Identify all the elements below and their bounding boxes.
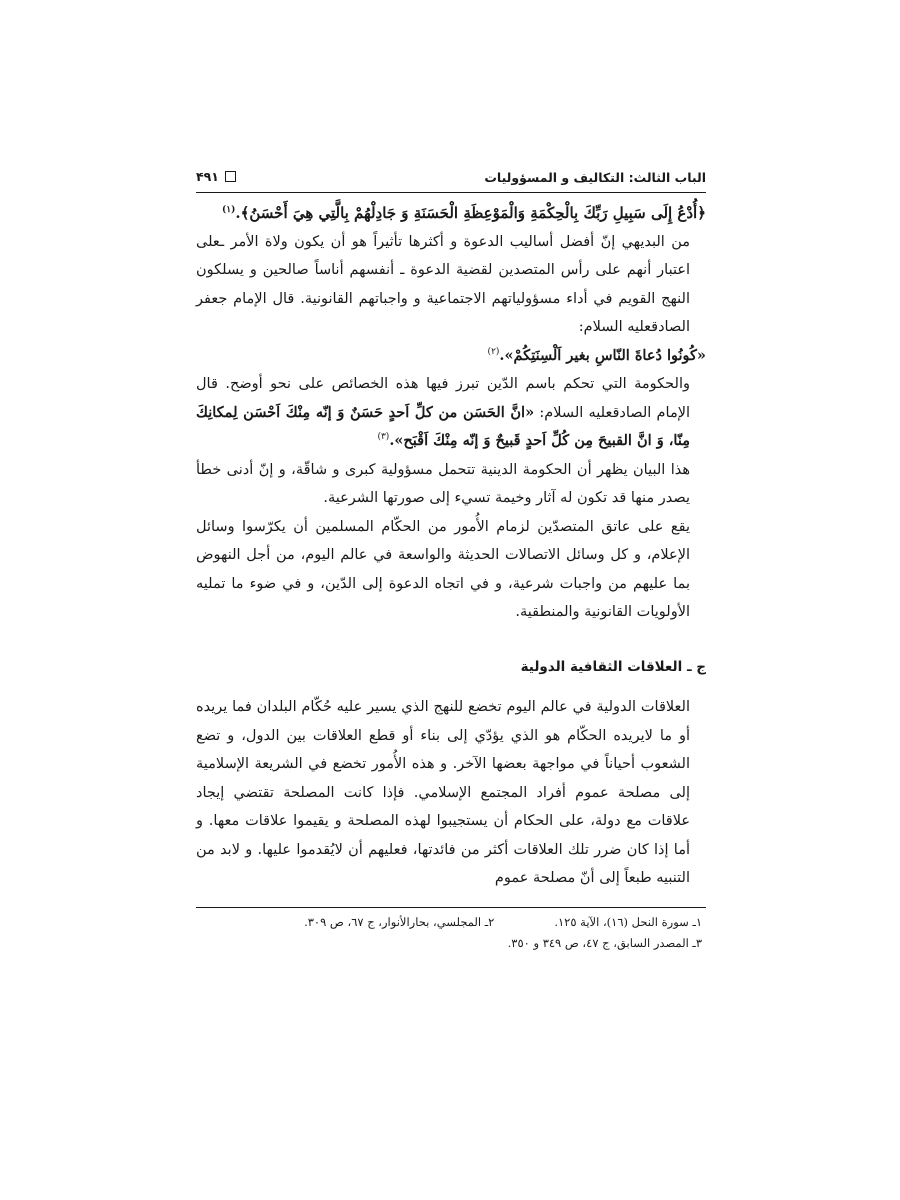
footnote-ref-1: (١) (222, 205, 236, 215)
header-rule (196, 192, 706, 193)
footnote-3: ٣ـ المصدر السابق، ج ٤٧، ص ٣٤٩ و ٣٥٠. (507, 935, 702, 950)
quote-1: «كُونُوا دُعاةَ النّاسِ بغير اَلْسِنَتِكُمْ».$^{(٢)}$ (487, 346, 706, 364)
footnotes (196, 912, 706, 954)
paragraph-2: والحكومة التي تحكم باسم الدّين تبرز فيها هذه الخصائص على نحو أوضح. قال الإمام الصادقعليه السلام: «انَّ الحَسَن من كلِّ اَحدٍ حَسَنٌ وَ إنّه مِنْكَ اَحْسَن لِمكانِكَ مِنّا، وَ انَّ القبيحَ مِن كُلِّ اَحدٍ قَبيحٌ وَ إنّه مِنْكَ اَقْبَح».$^{(٣)}$ (196, 376, 691, 449)
paragraph-1: من البديهي إنّ أفضل أساليب الدعوة و أكثرها تأثيراً هو أن يكون ولاة الأمر ـعلى اعتبار أنهم على رأس المتصدين لقضية الدعوة ـ أنفسهم أناساً صالحين و يسلكون النهج القويم في أداء مسؤولياتهم الاجتماعية و واجباتهم القانونية. قال الإمام جعفر الصادقعليه السلام: (196, 233, 690, 335)
paragraph-5: العلاقات الدولية في عالم اليوم تخضع للنهج الذي يسير عليه حُكّام البلدان فما يريده أو ما لايريده الحكّام هو الذي يؤدّي إلى بناء أو قطع العلاقات بين الدول، و تضع الشعوب أحياناً في مواجهة بعضها الآخر. و هذه الأُمور تخضع في الشريعة الإسلامية إلى مصلحة عموم أفراد المجتمع الإسلامي. فإذا كانت المصلحة تقتضي إيجاد علاقات مع دولة، على الحكام أن يستجيبوا لهذه المصلحة و يقيموا علاقات معها. و أما إذا كان ضرر تلك العلاقات أكثر من فائدتها، فعليهم أن لايُقدموا عليها. و لابد من التنبيه طبعاً إلى أنّ مصلحة عموم (196, 699, 690, 886)
footnote-row (196, 912, 702, 933)
quote-2: «انَّ الحَسَن من كلِّ اَحدٍ حَسَنٌ وَ إنّه مِنْكَ اَحْسَن لِمكانِكَ مِنّا، وَ انَّ القبيحَ مِن كُلِّ اَحدٍ قَبيحٌ وَ إنّه مِنْكَ اَقْبَح». (196, 403, 690, 449)
footnote-ref-3: (٣) (377, 432, 390, 443)
quran-verse: ﴿أُدْعُ إِلَى سَبِيلِ رَبِّكَ بِالْحِكْمَةِ وَالْمَوْعِظَةِ الْحَسَنَةِ وَ جَادِلْهُمْ بِالَّتِي هِيَ أَحْسَنُ﴾.$^{(١)}$ (222, 204, 706, 222)
footnote-2: ٢ـ المجلسي، بحارالأنوار، ج ٦٧، ص ٣٠٩. (304, 914, 495, 929)
page-number-block (196, 169, 236, 184)
footnote-rule (196, 907, 706, 908)
page-header (196, 166, 706, 192)
chapter-title: الباب الثالث: التكاليف و المسؤوليات (484, 170, 706, 185)
square-icon (225, 171, 236, 182)
document-page (196, 166, 706, 954)
section-heading: ج ـ العلاقات الثقافية الدولية (520, 658, 706, 675)
footnote-ref-2: (٢) (487, 346, 500, 357)
body-text (196, 199, 706, 893)
paragraph-4: يقع على عاتق المتصدّين لزمام الأُمور من الحكّام المسلمين أن يكرّسوا وسائل الإعلام، و كل وسائل الاتصالات الحديثة والواسعة في عالم اليوم، من أجل النهوض بما عليهم من واجبات شرعية، و في اتجاه الدعوة إلى الدّين، و في ضوء ما تمليه الأولويات القانونية والمنطقية. (196, 518, 690, 620)
footnote-1: ١ـ سورة النحل (١٦)، الآية ١٢٥. (554, 914, 702, 929)
page-number: ۴۹۱ (196, 169, 219, 184)
paragraph-3: هذا البيان يظهر أن الحكومة الدينية تتحمل مسؤولية كبرى و شاقّة، و إنّ أدنى خطأ يصدر منها قد تكون له آثار وخيمة تسيء إلى صورتها الشرعية. (196, 461, 690, 506)
